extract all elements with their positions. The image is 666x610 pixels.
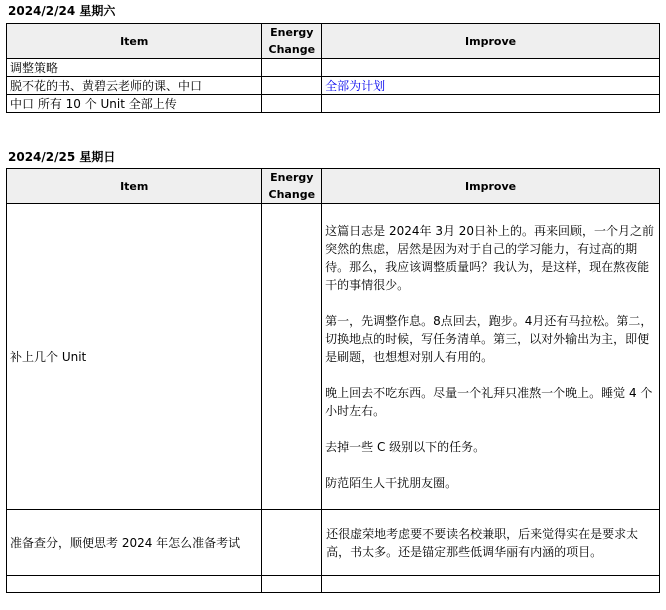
plan-link[interactable]: 全部为计划 bbox=[325, 78, 386, 93]
energy-cell[interactable] bbox=[262, 204, 322, 510]
energy-cell[interactable] bbox=[262, 95, 322, 113]
header-improve: Improve bbox=[322, 24, 660, 59]
table-header-row bbox=[7, 169, 660, 204]
improve-paragraph: 第一，先调整作息。8点回去，跑步。4月还有马拉松。第二，切换地点的时候，写任务清单。第三，以对外输出为主，即便是刷题，也想想对别人有用的。 bbox=[325, 313, 653, 364]
improve-cell[interactable] bbox=[322, 576, 660, 593]
header-item: Item bbox=[7, 169, 262, 204]
improve-cell[interactable] bbox=[322, 77, 660, 95]
energy-cell[interactable] bbox=[262, 77, 322, 95]
improve-cell[interactable] bbox=[322, 95, 660, 113]
improve-paragraph: 这篇日志是 2024年 3月 20日补上的。再来回顾，一个月之前突然的焦虑，居然是因为对于自己的学习能力，有过高的期待。那么，我应该调整质量吗？我认为，是这样，现在熬夜能干的事情很少。 bbox=[325, 223, 655, 292]
day-title-1: 2024/2/24 星期六 bbox=[8, 4, 116, 18]
improve-paragraph: 晚上回去不吃东西。尽量一个礼拜只准熬一个晚上。睡觉 4 个小时左右。 bbox=[325, 385, 653, 418]
item-cell[interactable]: 准备查分，顺便思考 2024 年怎么准备考试 bbox=[7, 510, 262, 576]
energy-cell[interactable] bbox=[262, 59, 322, 77]
improve-cell[interactable] bbox=[322, 59, 660, 77]
item-cell[interactable] bbox=[7, 576, 262, 593]
improve-paragraph: 去掉一些 C 级别以下的任务。 bbox=[325, 439, 486, 454]
table-row bbox=[7, 576, 660, 593]
header-energy-change bbox=[262, 169, 322, 204]
table-row bbox=[7, 510, 660, 576]
improve-cell[interactable]: 还很虚荣地考虑要不要读名校兼职，后来觉得实在是要求太高，书太多。还是锚定那些低调华丽有内涵的项目。 bbox=[322, 510, 660, 576]
journal-table-2 bbox=[6, 168, 660, 593]
header-item: Item bbox=[7, 24, 262, 59]
header-energy-label: Energy Change bbox=[268, 26, 316, 56]
improve-paragraph: 防范陌生人干扰朋友圈。 bbox=[325, 475, 458, 490]
item-cell[interactable]: 脱不花的书、黄碧云老师的课、中口 bbox=[7, 77, 262, 95]
header-energy-change bbox=[262, 24, 322, 59]
table-row bbox=[7, 59, 660, 77]
header-improve: Improve bbox=[322, 169, 660, 204]
table-row bbox=[7, 95, 660, 113]
item-cell[interactable]: 调整策略 bbox=[7, 59, 262, 77]
journal-table-1 bbox=[6, 23, 660, 113]
item-cell[interactable]: 中口 所有 10 个 Unit 全部上传 bbox=[7, 95, 262, 113]
energy-cell[interactable] bbox=[262, 510, 322, 576]
header-energy-label: Energy Change bbox=[268, 171, 316, 201]
table-header-row bbox=[7, 24, 660, 59]
table-row bbox=[7, 77, 660, 95]
day-title-2: 2024/2/25 星期日 bbox=[8, 150, 116, 164]
item-cell[interactable]: 补上几个 Unit bbox=[7, 204, 262, 510]
table-row bbox=[7, 204, 660, 510]
energy-cell[interactable] bbox=[262, 576, 322, 593]
improve-cell[interactable] bbox=[322, 204, 660, 510]
